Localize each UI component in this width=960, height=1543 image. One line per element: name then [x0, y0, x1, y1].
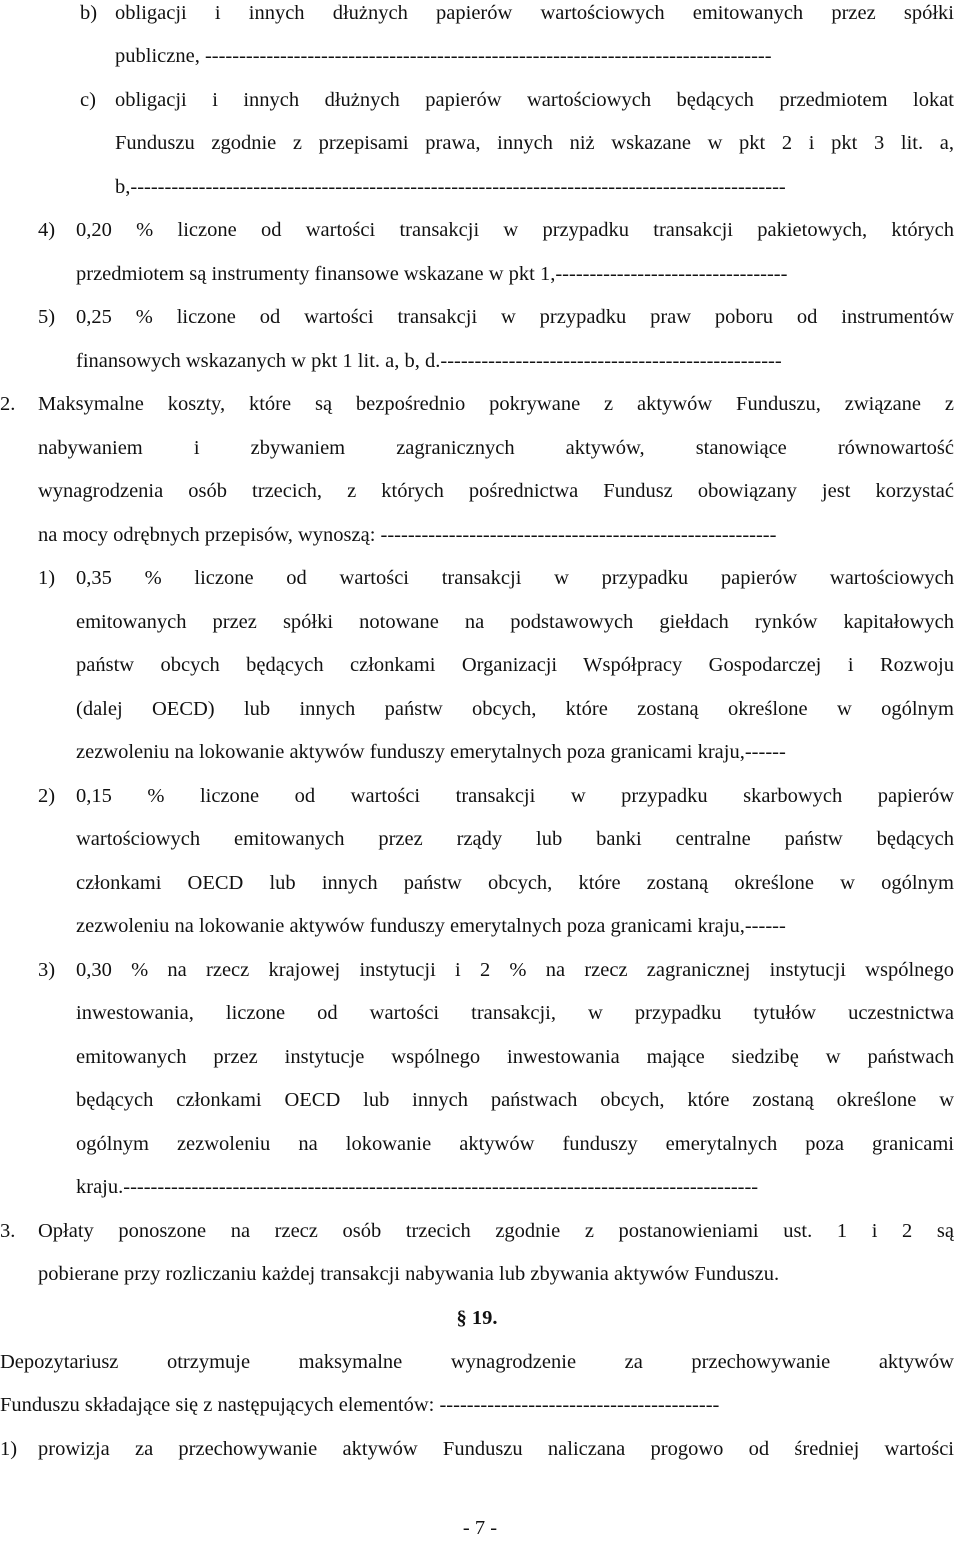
text-line	[0, 600, 954, 644]
list-label: 1)	[38, 567, 56, 589]
line-text: 0,35 % liczone od wartości transakcji w przypadku papierów wartościowych	[76, 567, 954, 589]
section-number: 19.	[471, 1307, 498, 1329]
text-line	[0, 78, 954, 122]
section-heading	[0, 1296, 954, 1340]
line-text: wartościowych emitowanych przez rządy lub banki centralne państw będących	[76, 828, 954, 850]
line-text: Funduszu zgodnie z przepisami prawa, innych niż wskazane w pkt 2 i pkt 3 lit. a,	[115, 132, 954, 154]
text-line	[0, 295, 954, 339]
text-line	[0, 643, 954, 687]
line-text: 0,25 % liczone od wartości transakcji w przypadku praw poboru od instrumentów	[76, 306, 954, 328]
text-line	[0, 339, 954, 383]
text-line	[0, 1340, 954, 1384]
line-text: obligacji i innych dłużnych papierów wartościowych będących przedmiotem lokat	[115, 89, 954, 111]
text-line	[0, 469, 954, 513]
line-text: zezwoleniu na lokowanie aktywów funduszy emerytalnych poza granicami kraju,------	[76, 915, 786, 937]
page-number: - 7 -	[462, 1517, 498, 1539]
line-text: 0,30 % na rzecz krajowej instytucji i 2 % na rzecz zagranicznej instytucji wspólnego	[76, 959, 954, 981]
list-label: 5)	[38, 306, 56, 328]
text-line	[0, 687, 954, 731]
line-text: państw obcych będących członkami Organizacji Współpracy Gospodarczej i Rozwoju	[76, 654, 954, 676]
line-text: Depozytariusz otrzymuje maksymalne wynagrodzenie za przechowywanie aktywów	[0, 1351, 954, 1373]
text-line	[0, 774, 954, 818]
text-line	[0, 1383, 954, 1427]
text-line	[0, 426, 954, 470]
line-text: 0,15 % liczone od wartości transakcji w przypadku skarbowych papierów	[76, 785, 954, 807]
list-label: 3.	[0, 1220, 16, 1242]
line-text: publiczne, -----------------------------------------------------------------------------------	[115, 45, 772, 67]
line-text: (dalej OECD) lub innych państw obcych, które zostaną określone w ogólnym	[76, 698, 954, 720]
text-line	[0, 34, 954, 78]
text-line	[0, 513, 954, 557]
line-text: Opłaty ponoszone na rzecz osób trzecich zgodnie z postanowieniami ust. 1 i 2 są	[38, 1220, 954, 1242]
line-text: członkami OECD lub innych państw obcych, które zostaną określone w ogólnym	[76, 872, 954, 894]
line-text: finansowych wskazanych w pkt 1 lit. a, b, d.--------------------------------------------------	[76, 350, 782, 372]
line-text: wynagrodzenia osób trzecich, z których pośrednictwa Fundusz obowiązany jest korzystać	[38, 480, 954, 502]
text-line	[0, 1035, 954, 1079]
text-line	[0, 1078, 954, 1122]
line-text: będących członkami OECD lub innych państwach obcych, które zostaną określone w	[76, 1089, 954, 1111]
text-line	[0, 1122, 954, 1166]
section-symbol: §	[456, 1307, 467, 1329]
text-line	[0, 1427, 954, 1471]
list-label: c)	[80, 89, 96, 111]
list-label: 1)	[0, 1438, 18, 1460]
text-line	[0, 556, 954, 600]
list-label: 2.	[0, 393, 16, 415]
text-line	[0, 991, 954, 1035]
text-line	[0, 730, 954, 774]
text-line	[0, 0, 954, 35]
text-line	[0, 817, 954, 861]
list-label: 4)	[38, 219, 56, 241]
list-label: 2)	[38, 785, 56, 807]
text-line	[0, 948, 954, 992]
line-text: kraju.---------------------------------------------------------------------------------------------	[76, 1176, 759, 1198]
text-line	[0, 904, 954, 948]
text-line	[0, 1165, 954, 1209]
text-line	[0, 382, 954, 426]
line-text: pobierane przy rozliczaniu każdej transakcji nabywania lub zbywania aktywów Funduszu.	[38, 1263, 780, 1285]
line-text: na mocy odrębnych przepisów, wynoszą: ----------------------------------------------------------	[38, 524, 777, 546]
text-line	[0, 121, 954, 165]
line-text: Funduszu składające się z następujących elementów: -----------------------------------------	[0, 1394, 720, 1416]
list-label: 3)	[38, 959, 56, 981]
line-text: inwestowania, liczone od wartości transakcji, w przypadku tytułów uczestnictwa	[76, 1002, 954, 1024]
text-line	[0, 165, 954, 209]
line-text: Maksymalne koszty, które są bezpośrednio pokrywane z aktywów Funduszu, związane z	[38, 393, 954, 415]
line-text: zezwoleniu na lokowanie aktywów funduszy emerytalnych poza granicami kraju,------	[76, 741, 786, 763]
text-line	[0, 861, 954, 905]
line-text: ogólnym zezwoleniu na lokowanie aktywów funduszy emerytalnych poza granicami	[76, 1133, 954, 1155]
text-line	[0, 208, 954, 252]
line-text: b,------------------------------------------------------------------------------------------------	[115, 176, 786, 198]
text-line	[0, 1252, 954, 1296]
line-text: prowizja za przechowywanie aktywów Funduszu naliczana progowo od średniej wartości	[38, 1438, 954, 1460]
line-text: emitowanych przez spółki notowane na podstawowych giełdach rynków kapitałowych	[76, 611, 954, 633]
line-text: emitowanych przez instytucje wspólnego inwestowania mające siedzibę w państwach	[76, 1046, 954, 1068]
list-label: b)	[80, 2, 98, 24]
text-line	[0, 252, 954, 296]
text-line	[0, 1209, 954, 1253]
line-text: obligacji i innych dłużnych papierów wartościowych emitowanych przez spółki	[115, 2, 954, 24]
line-text: 0,20 % liczone od wartości transakcji w przypadku transakcji pakietowych, których	[76, 219, 954, 241]
line-text: nabywaniem i zbywaniem zagranicznych aktywów, stanowiące równowartość	[38, 437, 954, 459]
line-text: przedmiotem są instrumenty finansowe wskazane w pkt 1,----------------------------------	[76, 263, 788, 285]
